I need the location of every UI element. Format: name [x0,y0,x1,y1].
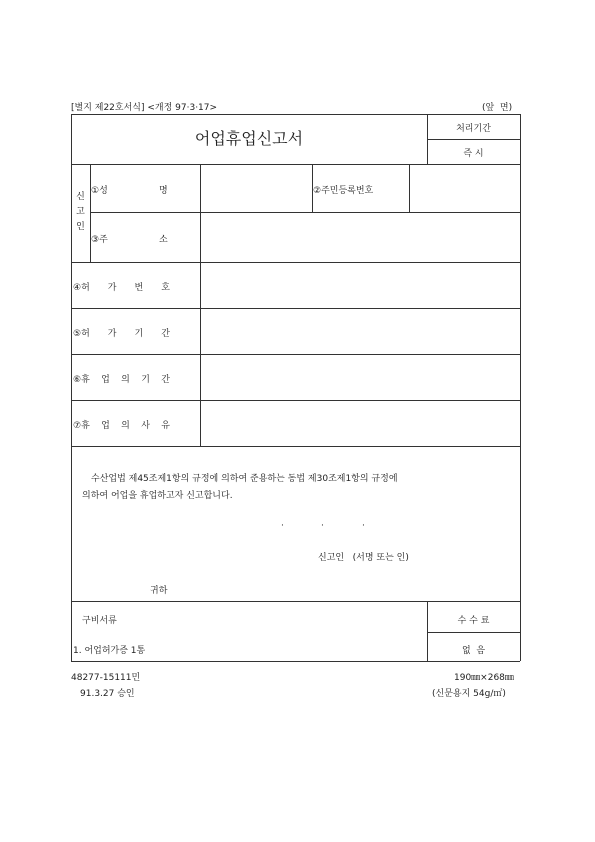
processing-period-label: 처리기간 [456,124,491,134]
address-label-end: 소 [159,235,168,245]
resident-number-field[interactable] [410,165,520,212]
date-day-separator: · [362,521,365,531]
applicant-group-label: 신 고 인 [76,192,85,232]
suspension-reason-field[interactable] [201,401,520,446]
form-code: 48277-15111민 [71,673,141,683]
paper-size: 190㎜×268㎜ [454,673,514,683]
suspension-period-field[interactable] [201,355,520,400]
name-label: ①성 [91,186,108,196]
form-reference: [별지 제22호서식] <개정 97·3·17> [71,103,218,113]
permit-period-label: ⑤허 가 기 간 [73,329,170,339]
suspension-reason-label: ⑦휴 업 의 사 유 [73,421,170,431]
permit-period-field[interactable] [201,309,520,354]
address-label: ③주 [91,235,108,245]
processing-period-value: 즉 시 [463,149,484,159]
form-title: 어업휴업신고서 [194,129,304,148]
required-document-item: 1. 어업허가증 1통 [73,646,146,656]
fee-label: 수 수 료 [457,616,490,626]
required-documents-label: 구비서류 [82,616,117,626]
permit-number-field[interactable] [201,263,520,308]
date-month-separator: · [321,521,324,531]
fee-value: 없 음 [461,646,486,656]
paper-spec: (신문용지 54g/㎡) [432,689,506,699]
statement-line-2: 의하여 어업을 휴업하고자 신고합니다. [82,491,233,501]
resident-number-label: ②주민등록번호 [313,186,374,196]
addressee-label: 귀하 [150,586,168,596]
name-label-end: 명 [159,186,168,196]
applicant-signature-label: 신고인 (서명 또는 인) [318,553,409,563]
name-field[interactable] [201,165,312,212]
approval-date: 91.3.27 승인 [80,689,135,699]
page-side-label: (앞 면) [482,103,513,113]
address-field[interactable] [201,213,520,262]
date-year-separator: · [281,521,284,531]
statement-line-1: 수산업법 제45조제1항의 규정에 의하여 준용하는 동법 제30조제1항의 규정에 [91,474,398,484]
suspension-period-label: ⑥휴 업 의 기 간 [73,375,170,385]
permit-number-label: ④허 가 번 호 [73,283,170,293]
